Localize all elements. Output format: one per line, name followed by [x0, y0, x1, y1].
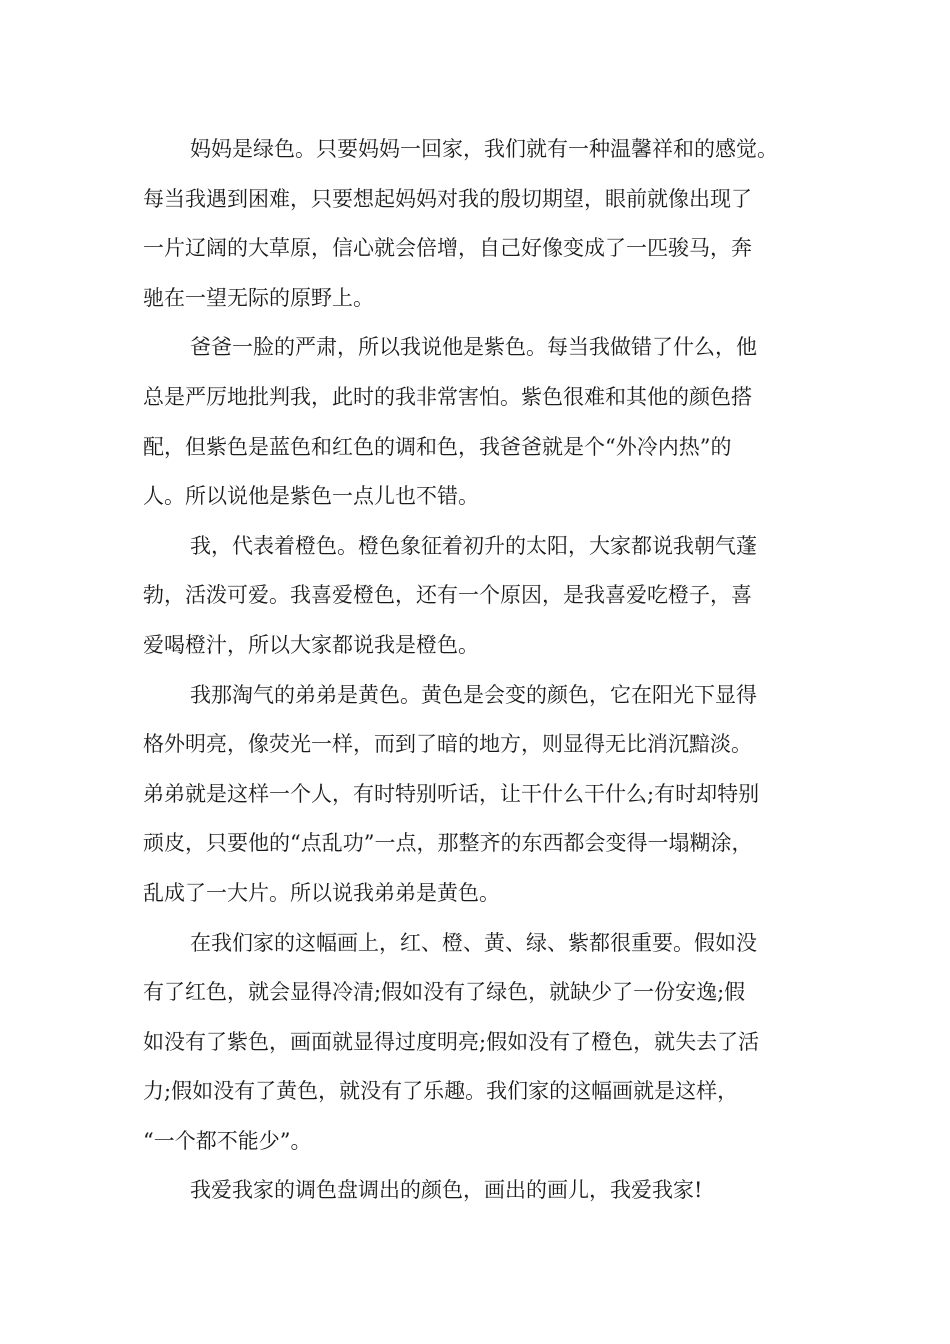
paragraph-line: 总是严厉地批判我，此时的我非常害怕。紫色很难和其他的颜色搭	[143, 384, 752, 409]
paragraph-line: 顽皮，只要他的“点乱功”一点，那整齐的东西都会变得一塌糊涂，	[143, 831, 753, 856]
paragraph-line: 勃，活泼可爱。我喜爱橙色，还有一个原因，是我喜爱吃橙子，喜	[143, 583, 752, 608]
paragraph-line: 格外明亮，像荧光一样，而到了暗的地方，则显得无比消沉黯淡。	[143, 732, 752, 757]
paragraph-line: 我那淘气的弟弟是黄色。黄色是会变的颜色，它在阳光下显得	[190, 682, 757, 707]
paragraph-line: 有了红色，就会显得冷清;假如没有了绿色，就缺少了一份安逸;假	[143, 980, 746, 1005]
paragraph-line: 爱喝橙汁，所以大家都说我是橙色。	[143, 632, 479, 657]
paragraph-line: 妈妈是绿色。只要妈妈一回家，我们就有一种温馨祥和的感觉。	[190, 137, 778, 161]
paragraph-line: 人。所以说他是紫色一点儿也不错。	[143, 484, 479, 509]
paragraph-line: 力;假如没有了黄色，就没有了乐趣。我们家的这幅画就是这样，	[143, 1079, 739, 1104]
paragraph-line: 配，但紫色是蓝色和红色的调和色，我爸爸就是个“外冷内热”的	[143, 434, 732, 459]
paragraph-line: 驰在一望无际的原野上。	[143, 285, 374, 310]
paragraph-line: “一个都不能少”。	[143, 1128, 312, 1153]
paragraph-line: 弟弟就是这样一个人，有时特别听话，让干什么干什么;有时却特别	[143, 781, 760, 806]
paragraph-line: 如没有了紫色，画面就显得过度明亮;假如没有了橙色，就失去了活	[143, 1029, 760, 1054]
paragraph-line: 爸爸一脸的严肃，所以我说他是紫色。每当我做错了什么，他	[190, 335, 757, 360]
essay-body	[143, 125, 823, 1216]
paragraph-line: 每当我遇到困难，只要想起妈妈对我的殷切期望，眼前就像出现了	[143, 186, 752, 211]
paragraph-line: 我爱我家的调色盘调出的颜色，画出的画儿，我爱我家!	[190, 1178, 703, 1203]
paragraph-line: 我，代表着橙色。橙色象征着初升的太阳，大家都说我朝气蓬	[190, 533, 757, 558]
paragraph-line: 在我们家的这幅画上，红、橙、黄、绿、紫都很重要。假如没	[190, 930, 757, 955]
paragraph-line: 一片辽阔的大草原，信心就会倍增，自己好像变成了一匹骏马，奔	[143, 236, 752, 261]
paragraph-line: 乱成了一大片。所以说我弟弟是黄色。	[143, 880, 500, 905]
